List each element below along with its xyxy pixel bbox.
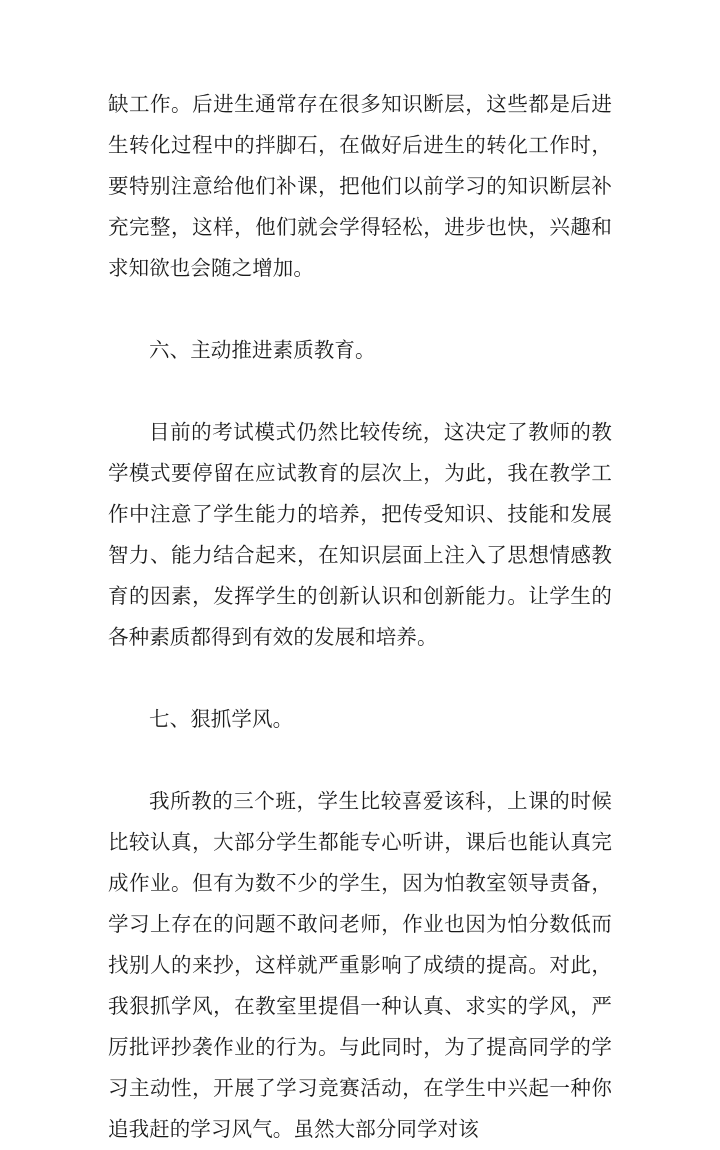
section-heading-six: 六、主动推进素质教育。 bbox=[149, 338, 376, 362]
paragraph-continuation: 缺工作。后进生通常存在很多知识断层，这些都是后进生转化过程中的拌脚石，在做好后进生的转化工作时，要特别注意给他们补课，把他们以前学习的知识断层补充完整，这样，他们就会学得轻松，进步也快，兴趣和求知欲也会随之增加。 bbox=[108, 92, 612, 280]
section-heading-seven: 七、狠抓学风。 bbox=[149, 707, 294, 731]
document-body bbox=[108, 84, 612, 1150]
paragraph-section-six-body: 目前的考试模式仍然比较传统，这决定了教师的教学模式要停留在应试教育的层次上，为此，我在教学工作中注意了学生能力的培养，把传受知识、技能和发展智力、能力结合起来，在知识层面上注入了思想情感教育的因素，发挥学生的创新认识和创新能力。让学生的各种素质都得到有效的发展和培养。 bbox=[108, 420, 612, 649]
paragraph-section-seven-body: 我所教的三个班，学生比较喜爱该科，上课的时候比较认真，大部分学生都能专心听讲，课后也能认真完成作业。但有为数不少的学生，因为怕教室领导责备，学习上存在的问题不敢问老师，作业也因为怕分数低而找别人的来抄，这样就严重影响了成绩的提高。对此，我狠抓学风，在教室里提倡一种认真、求实的学风，严厉批评抄袭作业的行为。与此同时，为了提高同学的学习主动性，开展了学习竞赛活动，在学生中兴起一种你追我赶的学习风气。虽然大部分同学对该 bbox=[108, 789, 612, 1141]
